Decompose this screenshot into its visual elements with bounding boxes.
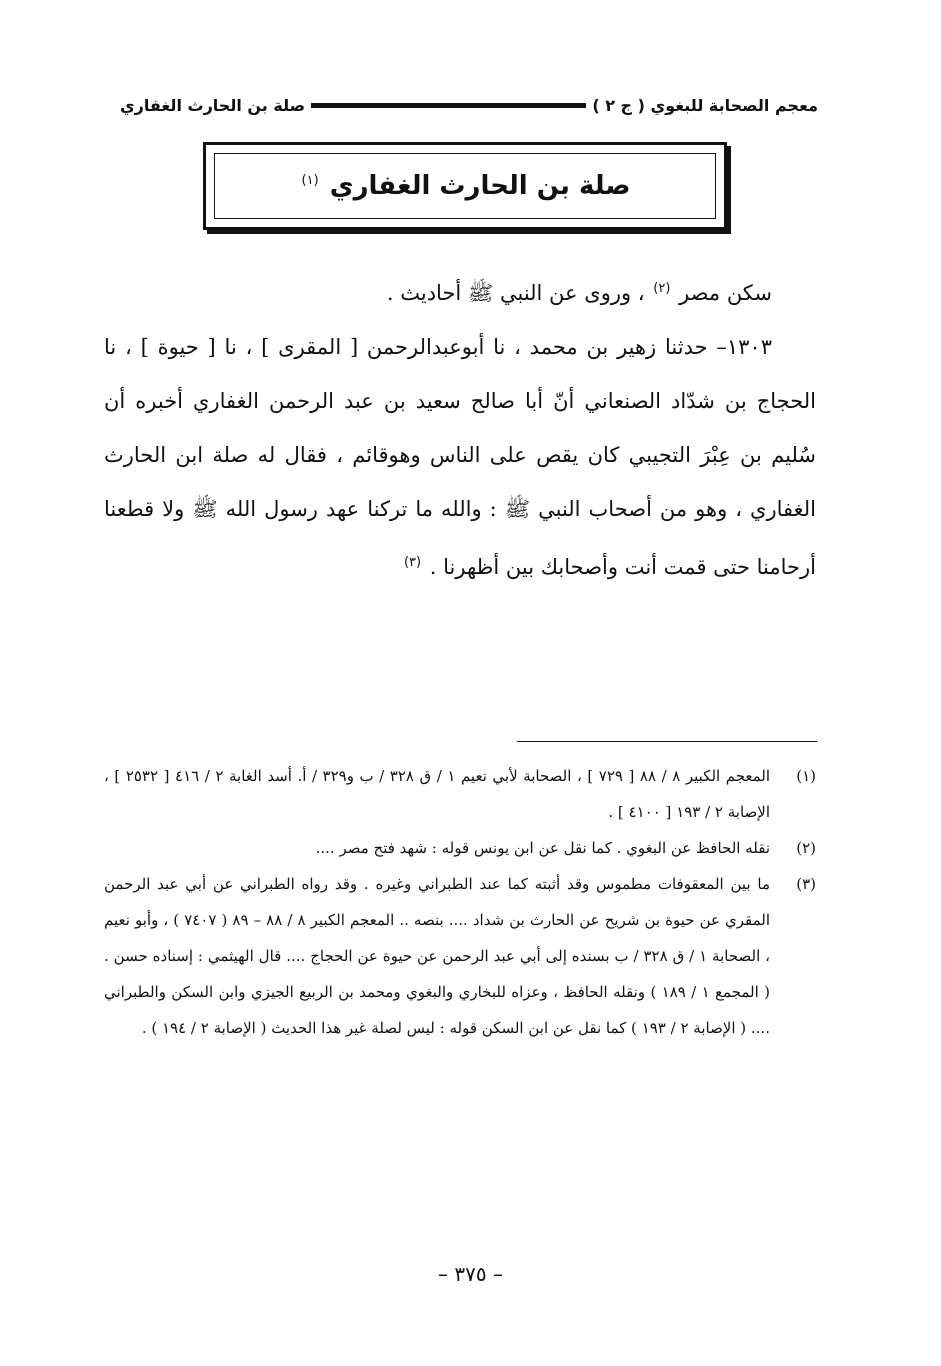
body-text <box>104 262 816 594</box>
running-header-book-title: معجم الصحابة للبغوي ( ج ٢ ) <box>592 95 818 115</box>
running-header <box>120 92 818 118</box>
footnote-separator <box>517 741 817 742</box>
footnote-text: ما بين المعقوفات مطموس وقد أثبته كما عند الطبراني وغيره . وقد رواه الطبراني عن أبي عبد الرحمن المقري عن حيوة بن شريح عن الحارث بن شداد .... بنصه .. المعجم الكبير ٨ / ٨٨ – ٨٩ ( ٧٤٠٧ ) ، وأبو نعيم ، الصحابة ١ / ق ٣٢٨ / ب بسنده إلى أبي عبد الرحمن عن حيوة عن الحجاج .... قال الهيثمي : إسناده حسن . ( المجمع ١ / ١٨٩ ) ونقله الحافظ ، وعزاه للبخاري والبغوي ومحمد بن الربيع الجيزي وابن السكن والطبراني .... ( الإصابة ٢ / ١٩٣ ) كما نقل عن ابن السكن قوله : ليس لصلة غير هذا الحديث ( الإصابة ٢ / ١٩٤ ) . <box>104 875 771 1037</box>
footnote-number: (٢) <box>796 839 816 857</box>
footnote-1 <box>104 758 816 830</box>
intro-paragraph <box>104 262 816 320</box>
footnote-number: (٣) <box>796 875 816 893</box>
hadith-paragraph <box>104 320 816 594</box>
intro-footnote-ref: (٢) <box>653 281 671 296</box>
intro-text-b: ، وروى عن النبي ﷺ أحاديث . <box>386 281 645 305</box>
hadith-text: ١٣٠٣– حدثنا زهير بن محمد ، نا أبوعبدالرحمن [ المقرى ] ، نا [ حيوة ] ، نا الحجاج بن شدّاد الصنعاني أنّ أبا صالح سعيد بن عبد الرحمن الغفاري أخبره أن سُليم بن عِبْرَ التجيبي كان يقص على الناس وهوقائم ، فقال له صلة ابن الحارث الغفاري ، وهو من أصحاب النبي ﷺ : والله ما تركنا عهد رسول الله ﷺ ولا قطعنا أرحامنا حتى قمت أنت وأصحابك بين أظهرنا . <box>104 335 816 579</box>
title-frame <box>203 142 727 230</box>
hadith-footnote-ref: (٣) <box>403 555 422 570</box>
header-rule <box>311 103 586 108</box>
footnotes <box>104 758 816 1046</box>
page-number: – ٣٧٥ – <box>438 1262 503 1286</box>
intro-text-a: سكن مصر <box>679 281 772 305</box>
title-footnote-ref: (١) <box>301 173 319 189</box>
page-title <box>300 171 631 201</box>
running-header-chapter-title: صلة بن الحارث الغفاري <box>120 95 306 115</box>
footnote-text: نقله الحافظ عن البغوي . كما نقل عن ابن يونس قوله : شهد فتح مصر .... <box>315 839 770 857</box>
footnote-text: المعجم الكبير ٨ / ٨٨ [ ٧٢٩ ] ، الصحابة لأبي نعيم ١ / ق ٣٢٨ / ب و٣٢٩ / أ. أسد الغابة ٢ / ٤١٦ [ ٢٥٣٢ ] ، الإصابة ٢ / ١٩٣ [ ٤١٠٠ ] . <box>104 767 771 821</box>
title-inner-frame <box>214 153 716 219</box>
page-title-text: صلة بن الحارث الغفاري <box>329 171 631 201</box>
footnote-3 <box>104 866 816 1046</box>
footnote-number: (١) <box>796 767 816 785</box>
footnote-2 <box>104 830 816 866</box>
